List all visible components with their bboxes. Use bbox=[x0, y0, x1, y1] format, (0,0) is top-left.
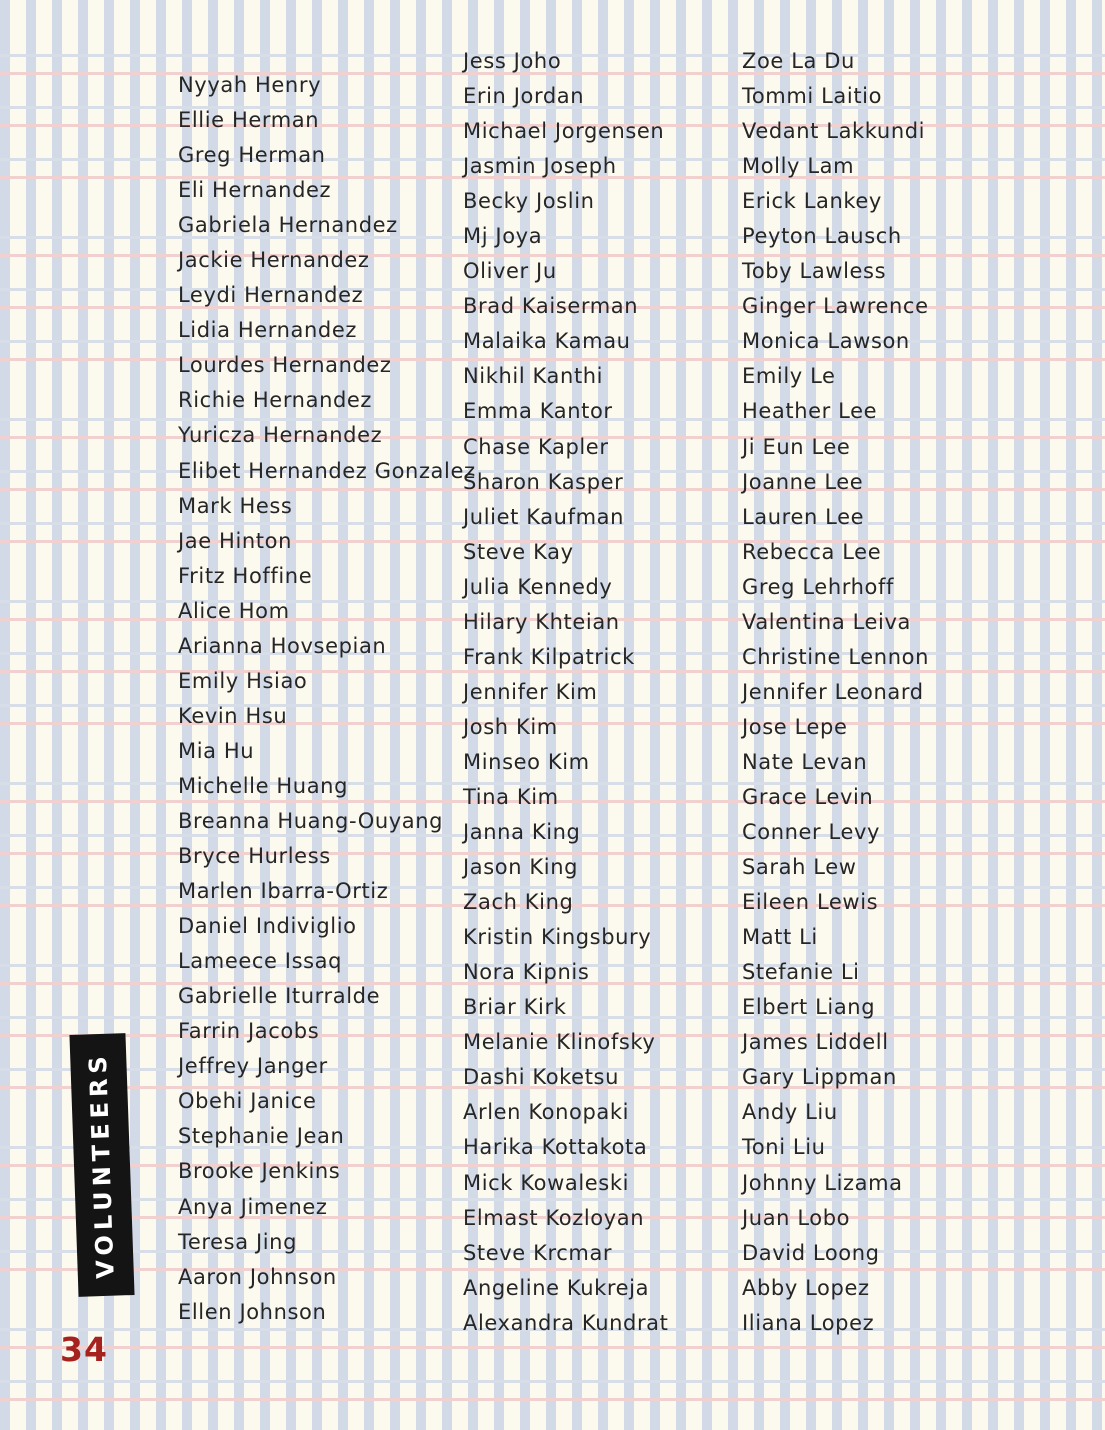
volunteer-name: David Loong bbox=[742, 1240, 880, 1265]
volunteer-name: James Liddell bbox=[742, 1030, 889, 1055]
volunteer-name: Minseo Kim bbox=[463, 749, 590, 774]
volunteer-name: Lourdes Hernandez bbox=[178, 353, 392, 378]
volunteer-name: Lauren Lee bbox=[742, 504, 865, 529]
volunteer-name: Becky Joslin bbox=[463, 189, 595, 214]
volunteer-name: Stefanie Li bbox=[742, 960, 860, 985]
volunteer-name: Gary Lippman bbox=[742, 1065, 897, 1090]
volunteer-name: Iliana Lopez bbox=[742, 1310, 875, 1335]
volunteer-name: Josh Kim bbox=[463, 714, 558, 739]
volunteer-name: Jose Lepe bbox=[742, 714, 848, 739]
volunteer-name: Jeffrey Janger bbox=[178, 1054, 328, 1079]
volunteer-name: Greg Lehrhoff bbox=[742, 574, 894, 599]
volunteer-name: Ji Eun Lee bbox=[742, 434, 851, 459]
volunteer-name: Molly Lam bbox=[742, 154, 855, 179]
volunteer-name: Greg Herman bbox=[178, 143, 326, 168]
volunteer-name: Eileen Lewis bbox=[742, 890, 879, 915]
volunteer-name: Jennifer Kim bbox=[463, 679, 598, 704]
volunteer-name: Aaron Johnson bbox=[178, 1264, 337, 1289]
volunteer-name: Emily Le bbox=[742, 364, 836, 389]
volunteer-name: Matt Li bbox=[742, 925, 818, 950]
volunteer-name: Peyton Lausch bbox=[742, 224, 902, 249]
volunteer-name: Tina Kim bbox=[463, 784, 559, 809]
volunteer-name: Ginger Lawrence bbox=[742, 294, 929, 319]
volunteer-name: Erin Jordan bbox=[463, 84, 585, 109]
volunteer-name: Mick Kowaleski bbox=[463, 1170, 630, 1195]
volunteer-name: Stephanie Jean bbox=[178, 1124, 345, 1149]
volunteer-name: Ellen Johnson bbox=[178, 1299, 327, 1324]
volunteer-name: Emma Kantor bbox=[463, 399, 613, 424]
volunteer-name: Daniel Indiviglio bbox=[178, 914, 357, 939]
volunteer-name: Abby Lopez bbox=[742, 1275, 870, 1300]
volunteer-name: Gabriela Hernandez bbox=[178, 213, 398, 238]
volunteer-name: Anya Jimenez bbox=[178, 1194, 328, 1219]
volunteer-name: Breanna Huang-Ouyang bbox=[178, 808, 444, 833]
volunteer-name: Fritz Hoffine bbox=[178, 563, 313, 588]
volunteer-name: Obehi Janice bbox=[178, 1089, 317, 1114]
volunteer-name: Sarah Lew bbox=[742, 855, 857, 880]
volunteer-name: Valentina Leiva bbox=[742, 609, 911, 634]
volunteer-name: Jasmin Joseph bbox=[463, 154, 617, 179]
names-column-2 bbox=[463, 44, 668, 1341]
volunteer-name: Arlen Konopaki bbox=[463, 1100, 630, 1125]
volunteer-name: Lidia Hernandez bbox=[178, 318, 357, 343]
volunteer-name: Emily Hsiao bbox=[178, 668, 308, 693]
volunteer-name: Nikhil Kanthi bbox=[463, 364, 604, 389]
volunteer-name: Erick Lankey bbox=[742, 189, 882, 214]
volunteer-name: Joanne Lee bbox=[742, 469, 864, 494]
page-number: 34 bbox=[60, 1330, 108, 1369]
volunteer-name: Johnny Lizama bbox=[742, 1170, 903, 1195]
volunteer-name: Sharon Kasper bbox=[463, 469, 624, 494]
volunteer-name: Kristin Kingsbury bbox=[463, 925, 652, 950]
volunteer-name: Jason King bbox=[463, 855, 579, 880]
volunteer-name: Chase Kapler bbox=[463, 434, 609, 459]
volunteer-name: Arianna Hovsepian bbox=[178, 633, 387, 658]
volunteer-name: Vedant Lakkundi bbox=[742, 119, 926, 144]
volunteer-name: Steve Krcmar bbox=[463, 1240, 613, 1265]
section-tab bbox=[69, 1033, 134, 1297]
volunteer-name: Toni Liu bbox=[742, 1135, 826, 1160]
volunteer-name: Zoe La Du bbox=[742, 49, 855, 73]
volunteer-name: Juan Lobo bbox=[742, 1205, 851, 1230]
volunteer-name: Gabrielle Iturralde bbox=[178, 984, 381, 1009]
volunteer-name: Zach King bbox=[463, 890, 574, 915]
volunteer-name: Janna King bbox=[463, 820, 581, 845]
volunteer-name: Rebecca Lee bbox=[742, 539, 882, 564]
names-column-3 bbox=[742, 44, 929, 1341]
volunteer-name: Melanie Klinofsky bbox=[463, 1030, 656, 1055]
volunteer-name: Brad Kaiserman bbox=[463, 294, 639, 319]
volunteer-name: Leydi Hernandez bbox=[178, 283, 364, 308]
volunteer-name: Hilary Khteian bbox=[463, 609, 620, 634]
volunteer-name: Kevin Hsu bbox=[178, 703, 288, 728]
volunteer-name: Malaika Kamau bbox=[463, 329, 631, 354]
volunteer-name: Mark Hess bbox=[178, 493, 293, 518]
volunteer-name: Michelle Huang bbox=[178, 773, 349, 798]
volunteer-name: Eli Hernandez bbox=[178, 178, 332, 203]
volunteer-name: Monica Lawson bbox=[742, 329, 910, 354]
volunteer-name: Heather Lee bbox=[742, 399, 878, 424]
volunteer-name: Harika Kottakota bbox=[463, 1135, 648, 1160]
volunteer-name: Nate Levan bbox=[742, 749, 868, 774]
volunteer-name: Bryce Hurless bbox=[178, 844, 331, 869]
names-column-1 bbox=[178, 68, 476, 1330]
volunteer-name: Nyyah Henry bbox=[178, 73, 322, 97]
volunteer-name: Christine Lennon bbox=[742, 644, 929, 669]
volunteer-name: Nora Kipnis bbox=[463, 960, 590, 985]
volunteer-name: Toby Lawless bbox=[742, 259, 887, 284]
volunteer-name: Michael Jorgensen bbox=[463, 119, 665, 144]
volunteer-name: Conner Levy bbox=[742, 820, 881, 845]
volunteer-name: Grace Levin bbox=[742, 784, 874, 809]
volunteer-name: Jae Hinton bbox=[178, 528, 292, 553]
volunteer-name: Elbert Liang bbox=[742, 995, 876, 1020]
volunteer-name: Lameece Issaq bbox=[178, 949, 343, 974]
volunteer-name: Alice Hom bbox=[178, 598, 290, 623]
volunteer-name: Alexandra Kundrat bbox=[463, 1310, 669, 1335]
volunteer-name: Angeline Kukreja bbox=[463, 1275, 650, 1300]
volunteer-name: Andy Liu bbox=[742, 1100, 838, 1125]
volunteer-name: Marlen Ibarra-Ortiz bbox=[178, 879, 389, 904]
volunteer-name: Steve Kay bbox=[463, 539, 574, 564]
volunteer-name: Frank Kilpatrick bbox=[463, 644, 635, 669]
volunteer-name: Mia Hu bbox=[178, 738, 255, 763]
volunteer-name: Elmast Kozloyan bbox=[463, 1205, 645, 1230]
volunteer-name: Julia Kennedy bbox=[463, 574, 613, 599]
volunteer-name: Tommi Laitio bbox=[742, 84, 883, 109]
volunteer-name: Briar Kirk bbox=[463, 995, 567, 1020]
volunteer-name: Juliet Kaufman bbox=[463, 504, 625, 529]
volunteer-name: Farrin Jacobs bbox=[178, 1019, 320, 1044]
volunteer-name: Oliver Ju bbox=[463, 259, 557, 284]
volunteer-name: Dashi Koketsu bbox=[463, 1065, 619, 1090]
volunteer-name: Jennifer Leonard bbox=[742, 679, 924, 704]
volunteer-name: Yuricza Hernandez bbox=[178, 423, 383, 448]
volunteer-name: Richie Hernandez bbox=[178, 388, 373, 413]
volunteer-name: Elibet Hernandez Gonzalez bbox=[178, 458, 476, 483]
volunteer-name: Jess Joho bbox=[463, 49, 562, 73]
volunteer-name: Teresa Jing bbox=[178, 1229, 298, 1254]
volunteer-name: Brooke Jenkins bbox=[178, 1159, 341, 1184]
volunteer-name: Ellie Herman bbox=[178, 108, 320, 133]
volunteer-name: Mj Joya bbox=[463, 224, 543, 249]
volunteer-name: Jackie Hernandez bbox=[178, 248, 370, 273]
section-label: VOLUNTEERS bbox=[84, 1050, 120, 1280]
